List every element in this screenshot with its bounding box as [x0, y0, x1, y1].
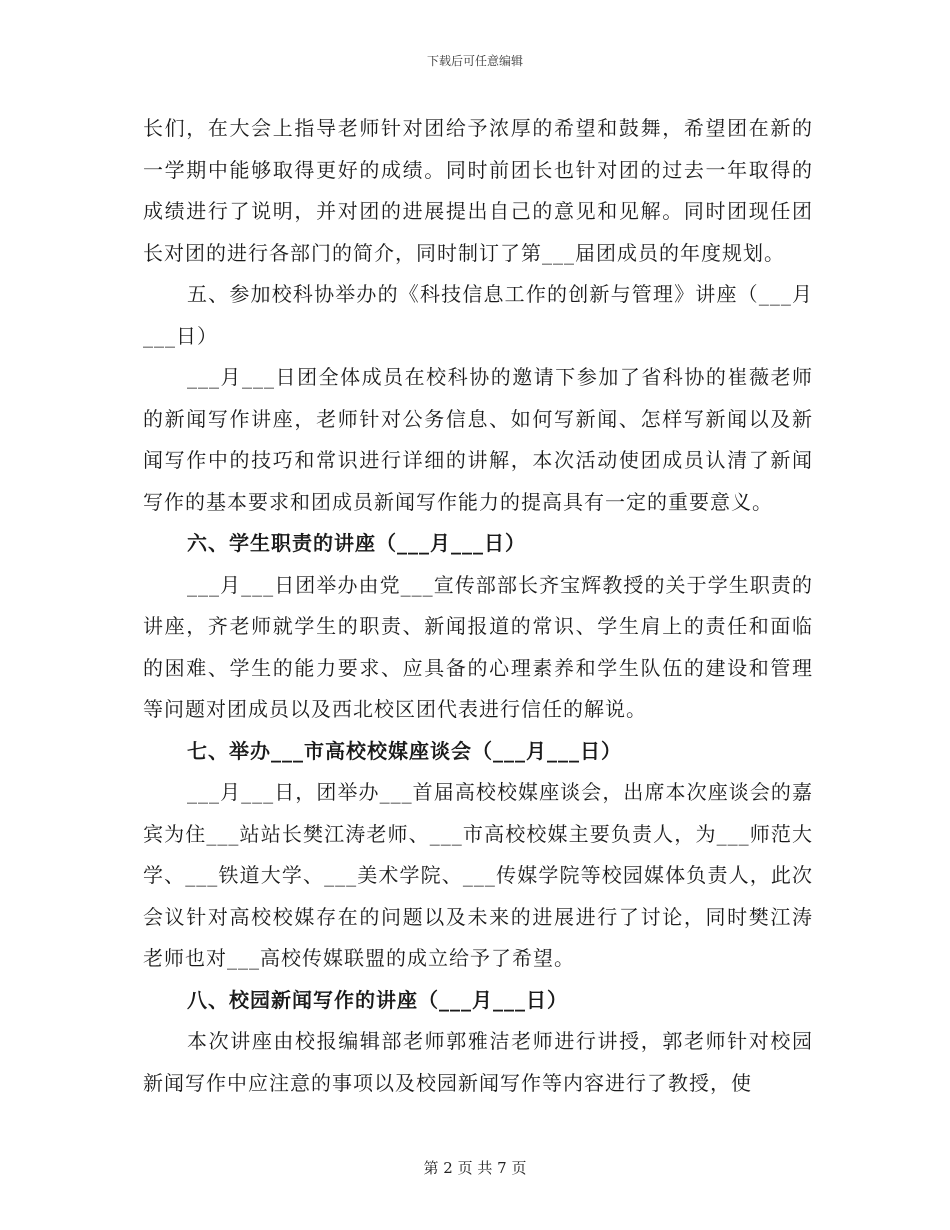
section-five-heading: 五、参加校科协举办的《科技信息工作的创新与管理》讲座（___月___日） [143, 282, 813, 348]
section-eight-body: 本次讲座由校报编辑部老师郭雅洁老师进行讲授，郭老师针对校园新闻写作中应注意的事项以及校园新闻写作等内容进行了教授，使 [143, 1029, 813, 1095]
page-footer: 第 2 页 共 7 页 [423, 1159, 527, 1177]
section-eight-heading: 八、校园新闻写作的讲座（___月___日） [187, 987, 568, 1012]
page-header: 下载后可任意编辑 [426, 54, 523, 68]
section-seven-heading: 七、举办___市高校校媒座谈会（___月___日） [187, 738, 622, 763]
document-body [143, 108, 813, 1104]
section-seven-body: ___月___日，团举办___首届高校校媒座谈会，出席本次座谈会的嘉宾为住___站站长樊江涛老师、___市高校校媒主要负责人，为___师范大学、___铁道大学、___美术学院、___传媒学院等校园媒体负责人，此次会议针对高校校媒存在的问题以及未来的进展进行了讨论，同时樊江涛老师也对___高校传媒联盟的成立给予了希望。 [143, 780, 813, 970]
section-five-body: ___月___日团全体成员在校科协的邀请下参加了省科协的崔薇老师的新闻写作讲座，老师针对公务信息、如何写新闻、怎样写新闻以及新闻写作中的技巧和常识进行详细的讲解，本次活动使团成员认清了新闻写作的基本要求和团成员新闻写作能力的提高具有一定的重要意义。 [143, 365, 813, 514]
paragraph-continuation: 长们，在大会上指导老师针对团给予浓厚的希望和鼓舞，希望团在新的一学期中能够取得更好的成绩。同时前团长也针对团的过去一年取得的成绩进行了说明，并对团的进展提出自己的意见和见解。同时团现任团长对团的进行各部门的简介，同时制订了第___届团成员的年度规划。 [143, 116, 813, 265]
section-six-heading: 六、学生职责的讲座（___月___日） [187, 531, 526, 555]
section-six-body: ___月___日团举办由党___宣传部部长齐宝辉教授的关于学生职责的讲座，齐老师就学生的职责、新闻报道的常识、学生肩上的责任和面临的困难、学生的能力要求、应具备的心理素养和学生队伍的建设和管理等问题对团成员以及西北校区团代表进行信任的解说。 [143, 572, 813, 721]
